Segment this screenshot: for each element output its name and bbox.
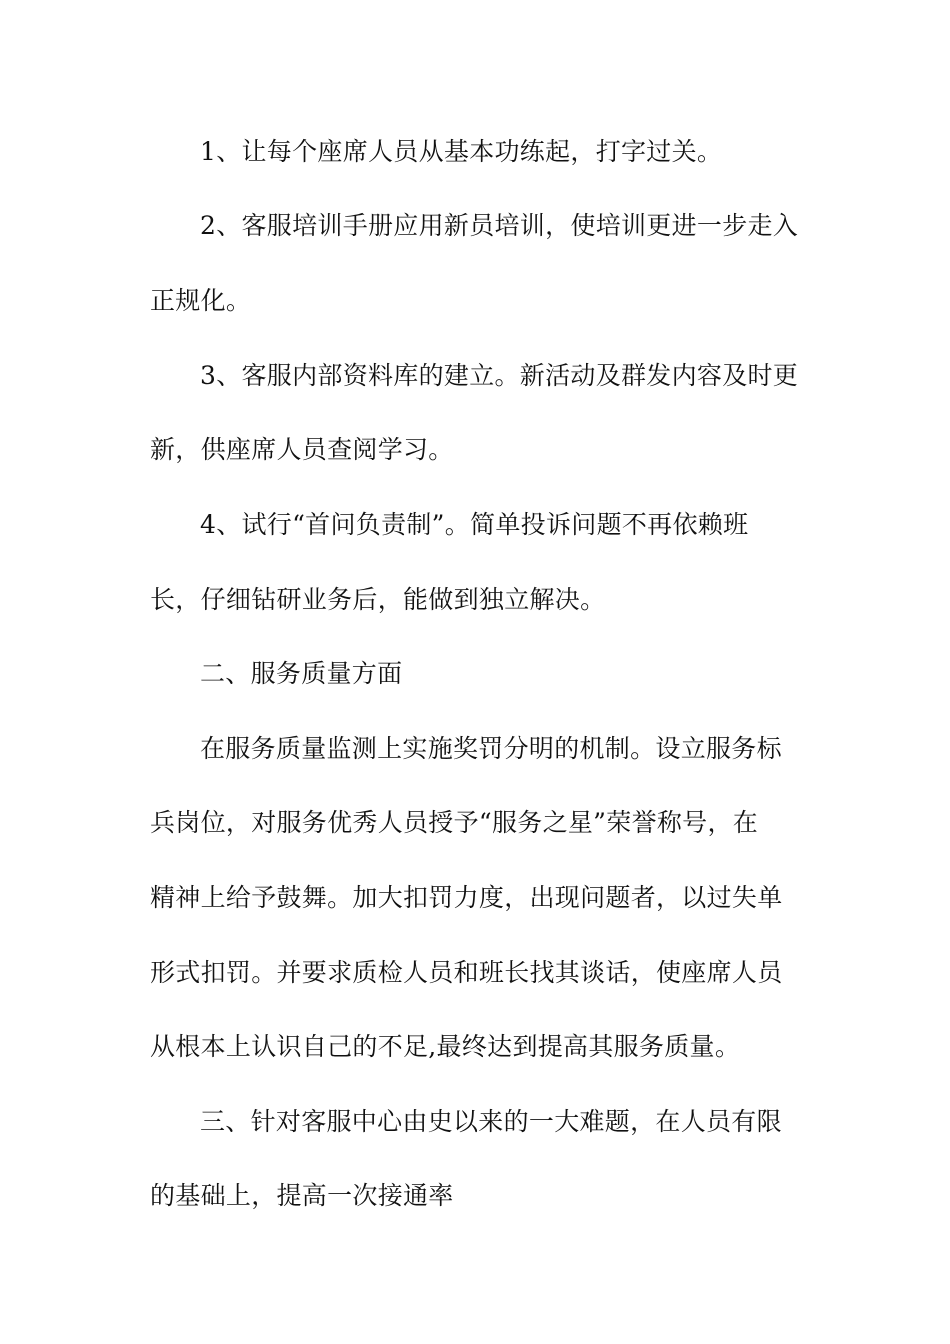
paragraph-5-line-5: 从根本上认识自己的不足,最终达到提高其服务质量。 [150,1032,741,1061]
paragraph-5-line-1: 在服务质量监测上实施奖罚分明的机制。设立服务标 [200,734,782,763]
paragraph-2-line-2: 正规化。 [150,286,252,315]
paragraph-3-line-1: 3、客服内部资料库的建立。新活动及群发内容及时更 [200,361,799,390]
paragraph-5-line-4: 形式扣罚。并要求质检人员和班长找其谈话，使座席人员 [150,958,783,987]
paragraph-4-line-2: 长，仔细钻研业务后，能做到独立解决。 [150,585,606,614]
section-heading-service-quality: 二、服务质量方面 [200,659,403,688]
paragraph-1-line-1: 1、让每个座席人员从基本功练起，打字过关。 [200,137,723,166]
paragraph-3-line-2: 新，供座席人员查阅学习。 [150,435,454,464]
paragraph-2-line-1: 2、客服培训手册应用新员培训，使培训更进一步走入 [200,211,799,240]
paragraph-4-line-1: 4、试行“首问负责制”。简单投诉问题不再依赖班 [200,510,749,539]
paragraph-6-line-2: 的基础上，提高一次接通率 [150,1181,454,1210]
paragraph-6-line-1: 三、针对客服中心由史以来的一大难题，在人员有限 [200,1107,782,1136]
paragraph-5-line-3: 精神上给予鼓舞。加大扣罚力度，出现问题者，以过失单 [150,883,783,912]
paragraph-5-line-2: 兵岗位，对服务优秀人员授予“服务之星”荣誉称号，在 [150,808,759,837]
